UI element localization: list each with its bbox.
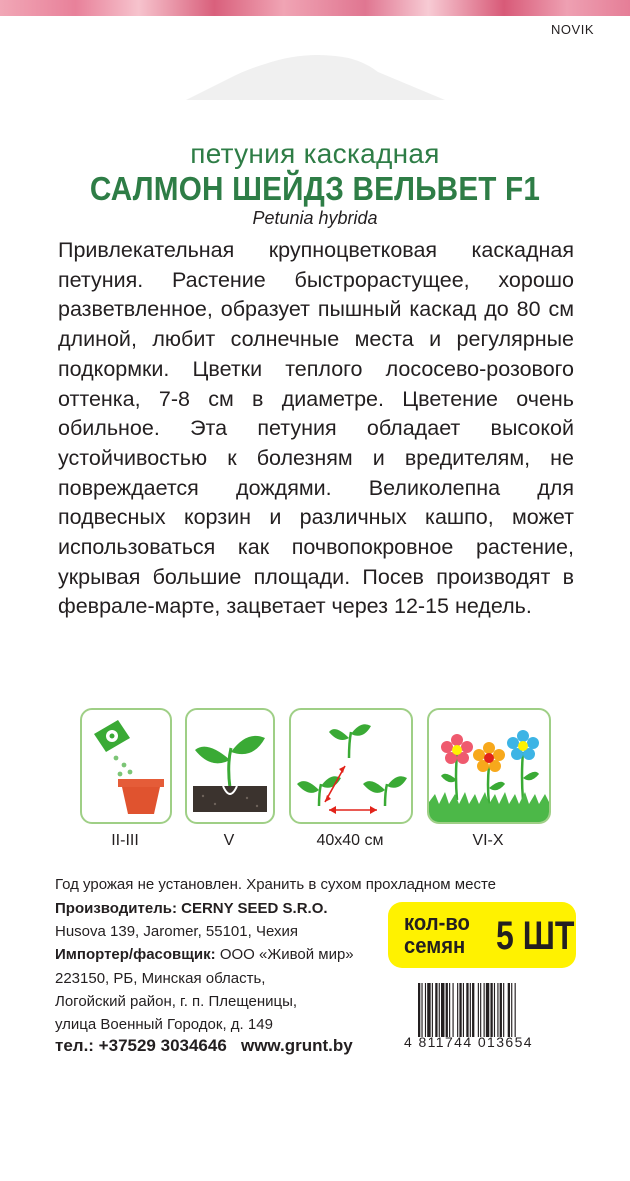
sowing-pot-icon — [80, 708, 172, 824]
latin-name: Petunia hybrida — [252, 208, 378, 228]
importer-name: ООО «Живой мир» — [219, 946, 354, 963]
product-subtitle: петуния каскадная — [190, 138, 440, 169]
icon-label-sowing: II-III — [111, 832, 139, 849]
importer-address-line: Логойский район, г. п. Плещеницы, — [55, 993, 298, 1010]
seedling-icon — [185, 708, 275, 824]
icon-label-seedling: V — [223, 832, 235, 849]
icon-label-flowers: VI-X — [472, 832, 504, 849]
barcode — [418, 983, 570, 1037]
phone-number: тел.: +37529 3034646 — [55, 1036, 227, 1055]
manufacturer-line — [55, 900, 328, 917]
storage-note: Год урожая не установлен. Хранить в сухом прохладном месте — [55, 876, 496, 893]
importer-address-line: улица Военный Городок, д. 149 — [55, 1016, 273, 1033]
flowers-icon — [427, 708, 551, 824]
spacing-icon — [289, 708, 413, 824]
brand-name: NOVIK — [551, 22, 594, 37]
seed-count-badge — [388, 902, 576, 968]
manufacturer-name: CERNY SEED S.R.O. — [181, 900, 328, 917]
icon-label-spacing: 40x40 см — [316, 832, 384, 849]
seed-count-label: семян — [404, 933, 466, 958]
product-description: Привлекательная крупноцветковая каскадная петуния. Растение быстрорастущее, хорошо разветвленное, образует пышный каскад до 80 см длиной, любит солнечные места и регулярные подкормки. Цветки теплого лососево-розового оттенка, 7-8 см в диаметре. Цветение очень обильное. Эта петуния обладает высокой устойчивостью к болезням и вредителям, не повреждается дождями. Великолепна для подвесных корзин и различных кашпо, может использоваться как почвопокровное растение, укрывая большие площади. Посев производят в феврале-марте, зацветает через 12-15 недель. — [58, 238, 574, 619]
manufacturer-address: Husova 139, Jaromer, 55101, Чехия — [55, 923, 298, 940]
product-title: САЛМОН ШЕЙДЗ ВЕЛЬВЕТ F1 — [89, 170, 541, 207]
manufacturer-label: Производитель: — [55, 900, 177, 917]
importer-address-line: 223150, РБ, Минская область, — [55, 970, 266, 987]
website: www.grunt.by — [240, 1036, 353, 1055]
barcode-number: 4 811744 013654 — [404, 1034, 533, 1050]
seed-count-value: 5 ШТ — [496, 914, 575, 958]
importer-line — [55, 946, 354, 963]
contact-line — [55, 1036, 353, 1056]
hang-hole — [0, 0, 630, 135]
seed-count-label: кол-во — [404, 910, 470, 935]
importer-label: Импортер/фасовщик: — [55, 946, 216, 963]
